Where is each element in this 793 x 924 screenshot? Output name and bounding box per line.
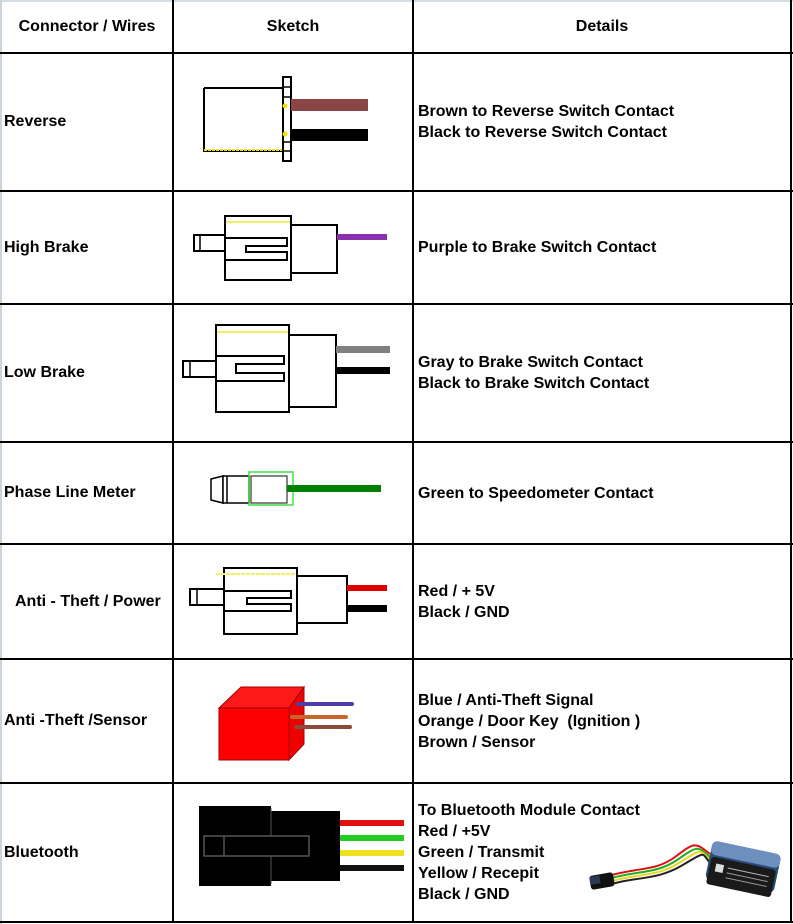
details-low-brake: [414, 305, 790, 441]
header-connector-wires: Connector / Wires: [18, 18, 156, 35]
bluetooth-module-image: [585, 832, 785, 912]
anti-theft-sensor-connector-sketch: [174, 660, 412, 782]
detail-line: Purple to Brake Switch Contact: [418, 239, 657, 256]
connector-name-anti-theft-sensor: Anti -Theft /Sensor: [4, 712, 148, 729]
connector-name-anti-theft-power: Anti - Theft / Power: [15, 592, 161, 610]
column-divider: [790, 0, 792, 923]
header-details: Details: [575, 18, 629, 35]
high-brake-connector-sketch: [174, 192, 412, 303]
details-reverse: [414, 54, 790, 190]
detail-line: Brown / Sensor: [418, 733, 536, 751]
detail-line: Green / Transmit: [418, 844, 545, 861]
detail-line: Gray to Brake Switch Contact: [418, 354, 643, 371]
detail-line: Brown to Reverse Switch Contact: [418, 103, 675, 120]
detail-line: Red / + 5V: [418, 582, 495, 600]
detail-line: Yellow / Recepit: [418, 865, 539, 882]
header-sketch: Sketch: [266, 18, 320, 35]
detail-line: Black to Reverse Switch Contact: [418, 124, 667, 141]
connector-name-bluetooth: Bluetooth: [4, 843, 79, 861]
detail-line: Black / GND: [418, 603, 510, 621]
detail-line: To Bluetooth Module Contact: [418, 802, 640, 819]
connector-name-low-brake: Low Brake: [4, 364, 85, 381]
detail-line: Green to Speedometer Contact: [418, 484, 654, 502]
anti-theft-power-connector-sketch: [174, 545, 412, 658]
row-divider: [0, 921, 793, 923]
detail-line: Red / +5V: [418, 823, 491, 840]
details-anti-theft-sensor: [414, 660, 790, 782]
connector-name-phase-line-meter: Phase Line Meter: [4, 484, 136, 501]
connector-name-high-brake: High Brake: [4, 238, 89, 256]
bluetooth-connector-sketch: [174, 784, 412, 921]
detail-line: Orange / Door Key (Ignition ): [418, 712, 641, 730]
reverse-connector-sketch: [174, 54, 412, 190]
low-brake-connector-sketch: [174, 305, 412, 441]
phase-line-meter-connector-sketch: [174, 443, 412, 543]
detail-line: Blue / Anti-Theft Signal: [418, 691, 594, 709]
details-anti-theft-power: [414, 545, 790, 658]
connector-name-reverse: Reverse: [4, 113, 67, 130]
details-high-brake: [414, 192, 790, 303]
detail-line: Black / GND: [418, 886, 510, 903]
details-phase-line-meter: [414, 443, 790, 543]
detail-line: Black to Brake Switch Contact: [418, 375, 650, 392]
